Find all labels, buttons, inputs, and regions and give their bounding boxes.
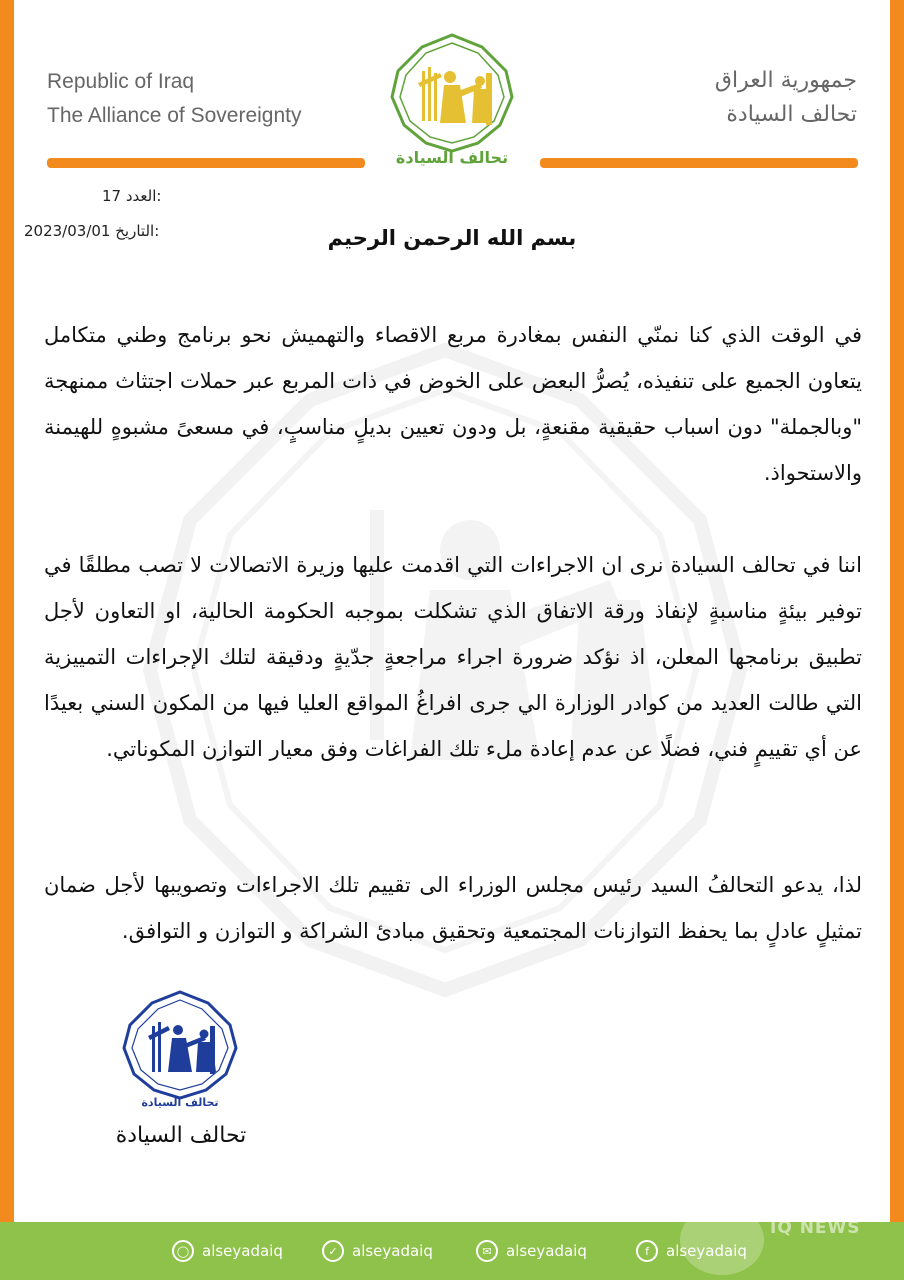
document-number-label: العدد: (125, 187, 162, 205)
header-english-line1: Republic of Iraq (47, 70, 195, 93)
body-paragraph-1: في الوقت الذي كنا نمنّي النفس بمغادرة مربع الاقصاء والتهميش نحو برنامج وطني متكامل يتعاون الجميع على تنفيذه، يُصرُّ البعض على الخوض في ذات المربع عبر حملات اجتثاث ممنهجة "وبالجملة" دون اسباب حقيقية مقنعةٍ، بل ودون تعيين بديلٍ مناسبٍ، في مسعىً مشبوهٍ للهيمنة والاستحواذ. (44, 323, 862, 485)
signature-name: تحالف السيادة (115, 1123, 247, 1148)
footer-twitter-label: alseyadaiq (352, 1242, 433, 1260)
header-arabic-line1: جمهورية العراق (714, 68, 857, 93)
footer-website-label: alseyadaiq (202, 1242, 283, 1260)
header-divider-left (47, 158, 365, 168)
iq-news-watermark: IQ NEWS (770, 1218, 861, 1238)
footer-facebook-link[interactable] (636, 1238, 747, 1264)
document-number-value: 17 (102, 187, 122, 205)
footer-facebook-label: alseyadaiq (666, 1242, 747, 1260)
header-arabic-line2: تحالف السيادة (726, 102, 857, 127)
twitter-icon: ✓ (322, 1240, 344, 1262)
document-title: بسم الله الرحمن الرحيم (327, 226, 577, 250)
footer-bar (0, 1222, 904, 1280)
globe-icon: ◯ (172, 1240, 194, 1262)
document-number (102, 187, 161, 205)
signature-logo-icon (122, 990, 238, 1112)
document-date-value: 2023/03/01 (24, 222, 111, 240)
body-paragraph-3: لذا، يدعو التحالفُ السيد رئيس مجلس الوزراء الى تقييم تلك الاجراءات وتصويبها لأجل ضمان تمثيلٍ عادلٍ بما يحفظ التوازنات المجتمعية وتحقيق مبادئ الشراكة و التوازن و التوافق. (44, 873, 862, 943)
footer-website-link[interactable] (172, 1238, 283, 1264)
signature-logo-caption: تحالف السيادة (141, 1096, 219, 1109)
email-icon: ✉ (476, 1240, 498, 1262)
body-paragraph-2: اننا في تحالف السيادة نرى ان الاجراءات التي اقدمت عليها وزيرة الاتصالات لا تصب مطلقًا في توفير بيئةٍ مناسبةٍ لإنفاذ ورقة الاتفاق الذي تشكلت بموجبه الحكومة الحالية، او التعاون لأجل تطبيق برنامجها المعلن، اذ نؤكد ضرورة اجراء مراجعةٍ جدّيةٍ ودقيقة لتلك الإجراءات التمييزية التي طالت العديد من كوادر الوزارة الي جرى افراغُ المواقع العليا فيها من المكون السني بعيدًا عن أي تقييمٍ فني، فضلًا عن عدم إعادة ملء تلك الفراغات وفق معيار التوازن المكوناتي. (44, 553, 862, 761)
document-date (24, 222, 159, 240)
facebook-icon: f (636, 1240, 658, 1262)
document-date-label: التاريخ: (115, 222, 160, 240)
header-english-line2: The Alliance of Sovereignty (47, 104, 302, 127)
header-divider-right (540, 158, 858, 168)
frame-left-border (0, 0, 14, 1280)
frame-right-border (890, 0, 904, 1280)
top-logo-caption: تحالف السيادة (395, 148, 509, 167)
footer-email-label: alseyadaiq (506, 1242, 587, 1260)
footer-email-link[interactable] (476, 1238, 587, 1264)
footer-twitter-link[interactable] (322, 1238, 433, 1264)
